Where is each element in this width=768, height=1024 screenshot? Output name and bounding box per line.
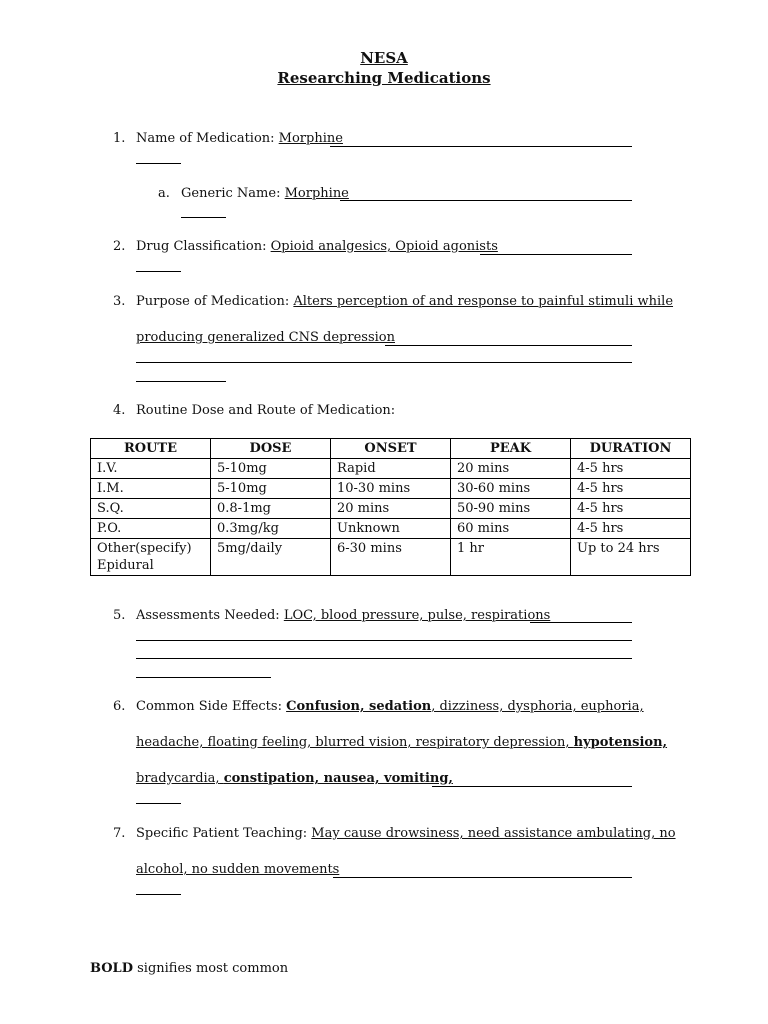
table-cell-other-route bbox=[91, 539, 211, 576]
table-row bbox=[91, 499, 691, 519]
table-header-cell: DURATION bbox=[571, 439, 691, 459]
q6-common-effects-3: constipation, nausea, vomiting, bbox=[223, 771, 453, 786]
table-header-cell: ROUTE bbox=[91, 439, 211, 459]
table-header-cell: ONSET bbox=[331, 439, 451, 459]
dose-route-table bbox=[90, 438, 691, 576]
footer-bold-word: BOLD bbox=[90, 961, 133, 976]
other-route-value: Epidural bbox=[97, 558, 154, 573]
q1-blank-line-2 bbox=[136, 163, 181, 164]
q7-value-line1: May cause drowsiness, need assistance ambulating, no bbox=[311, 826, 676, 841]
q6-label: Common Side Effects: bbox=[136, 699, 282, 714]
q6-row bbox=[136, 699, 644, 715]
q3-label: Purpose of Medication: bbox=[136, 294, 290, 309]
q7-value-line2: alcohol, no sudden movements bbox=[136, 862, 340, 877]
table-cell: 20 mins bbox=[451, 459, 571, 479]
table-cell: 10-30 mins bbox=[331, 479, 451, 499]
q1-label: Name of Medication: bbox=[136, 131, 275, 146]
q5-blank-line bbox=[530, 622, 632, 623]
q2-value: Opioid analgesics, Opioid agonists bbox=[270, 239, 498, 254]
q5-row bbox=[136, 608, 550, 624]
document-org: NESA bbox=[360, 49, 408, 67]
table-cell: I.M. bbox=[91, 479, 211, 499]
q3-row bbox=[136, 294, 673, 310]
table-cell: 0.8-1mg bbox=[211, 499, 331, 519]
q2-row bbox=[136, 239, 498, 255]
q5-blank-line-2 bbox=[136, 640, 632, 641]
q4-number: 4. bbox=[113, 403, 126, 418]
table-cell: 30-60 mins bbox=[451, 479, 571, 499]
q1-number: 1. bbox=[113, 131, 126, 146]
table-cell: 60 mins bbox=[451, 519, 571, 539]
table-header-row bbox=[91, 439, 691, 459]
q1a-row bbox=[181, 186, 349, 202]
table-cell: 5-10mg bbox=[211, 459, 331, 479]
table-header-cell: PEAK bbox=[451, 439, 571, 459]
q7-number: 7. bbox=[113, 826, 126, 841]
table-cell: 0.3mg/kg bbox=[211, 519, 331, 539]
q6-value-line1 bbox=[286, 699, 644, 714]
q6-blank-line-2 bbox=[136, 803, 181, 804]
q6-other-effects-3: bradycardia, bbox=[136, 771, 220, 786]
table-cell: I.V. bbox=[91, 459, 211, 479]
table-cell: 6-30 mins bbox=[331, 539, 451, 576]
q6-number: 6. bbox=[113, 699, 126, 714]
table-cell: 5mg/daily bbox=[211, 539, 331, 576]
q6-value-line3 bbox=[136, 771, 453, 787]
q1a-label: Generic Name: bbox=[181, 186, 281, 201]
q2-blank-line-2 bbox=[136, 271, 181, 272]
q3-blank-line bbox=[385, 345, 632, 346]
q1a-value: Morphine bbox=[284, 186, 349, 201]
q3-blank-line-2 bbox=[136, 362, 632, 363]
q2-number: 2. bbox=[113, 239, 126, 254]
table-cell: 1 hr bbox=[451, 539, 571, 576]
table-cell: 5-10mg bbox=[211, 479, 331, 499]
document-title: Researching Medications bbox=[277, 69, 491, 87]
q3-value-line2: producing generalized CNS depression bbox=[136, 330, 395, 345]
table-cell: 50-90 mins bbox=[451, 499, 571, 519]
table-cell: P.O. bbox=[91, 519, 211, 539]
table-cell: Up to 24 hrs bbox=[571, 539, 691, 576]
table-cell: Rapid bbox=[331, 459, 451, 479]
q6-other-effects-1: , dizziness, dysphoria, euphoria, bbox=[431, 699, 644, 714]
q5-number: 5. bbox=[113, 608, 126, 623]
q7-label: Specific Patient Teaching: bbox=[136, 826, 308, 841]
q5-label: Assessments Needed: bbox=[136, 608, 280, 623]
q7-blank-line-2 bbox=[136, 894, 181, 895]
q1-row bbox=[136, 131, 343, 147]
table-cell: 4-5 hrs bbox=[571, 459, 691, 479]
q6-common-effects-2: hypotension, bbox=[573, 735, 668, 750]
q2-label: Drug Classification: bbox=[136, 239, 267, 254]
table-cell: S.Q. bbox=[91, 499, 211, 519]
table-cell: 4-5 hrs bbox=[571, 519, 691, 539]
q5-blank-line-3 bbox=[136, 658, 632, 659]
q3-blank-line-3 bbox=[136, 381, 226, 382]
table-row bbox=[91, 519, 691, 539]
q6-common-effects-1: Confusion, sedation bbox=[286, 699, 432, 714]
q6-value-line2 bbox=[136, 735, 667, 751]
table-cell: Unknown bbox=[331, 519, 451, 539]
other-route-label: Other(specify) bbox=[97, 541, 192, 556]
table-row-other bbox=[91, 539, 691, 576]
table-row bbox=[91, 459, 691, 479]
q1a-blank-line bbox=[340, 200, 632, 201]
q3-value-line1: Alters perception of and response to painful stimuli while bbox=[293, 294, 674, 309]
table-cell: 4-5 hrs bbox=[571, 499, 691, 519]
q7-blank-line bbox=[333, 877, 632, 878]
q2-blank-line bbox=[480, 254, 632, 255]
q3-number: 3. bbox=[113, 294, 126, 309]
footer-note bbox=[90, 961, 288, 977]
q5-blank-line-4 bbox=[136, 677, 271, 678]
q1a-blank-line-2 bbox=[181, 217, 226, 218]
q6-other-effects-2: headache, floating feeling, blurred vision, respiratory depression, bbox=[136, 735, 570, 750]
q6-blank-line bbox=[432, 786, 632, 787]
table-row bbox=[91, 479, 691, 499]
table-cell: 20 mins bbox=[331, 499, 451, 519]
q5-value: LOC, blood pressure, pulse, respirations bbox=[283, 608, 551, 623]
table-header-cell: DOSE bbox=[211, 439, 331, 459]
q1a-letter: a. bbox=[158, 186, 170, 201]
q7-row bbox=[136, 826, 676, 842]
q1-blank-line bbox=[330, 146, 632, 147]
q1-value: Morphine bbox=[278, 131, 343, 146]
footer-text: signifies most common bbox=[137, 961, 289, 976]
q4-label: Routine Dose and Route of Medication: bbox=[136, 403, 396, 418]
table-cell: 4-5 hrs bbox=[571, 479, 691, 499]
